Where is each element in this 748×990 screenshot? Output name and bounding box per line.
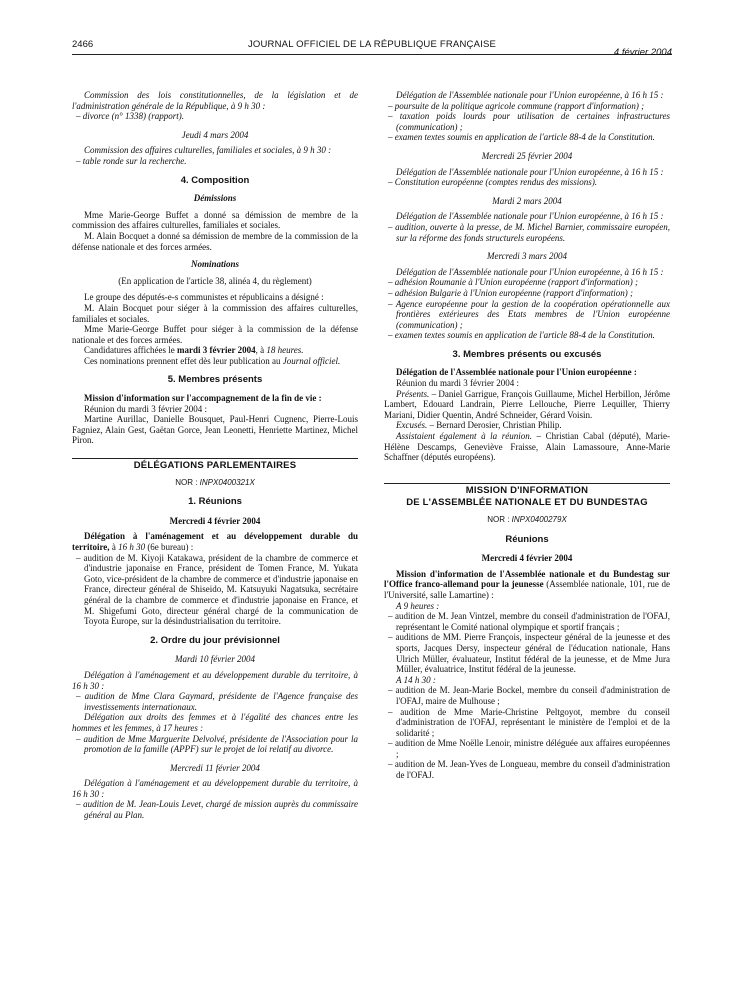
agenda-item: – Constitution européenne (comptes rendus des missions).: [388, 177, 598, 188]
agenda-item: – adhésion Bulgarie à l'Union européenne (rapport d'information) ;: [388, 287, 633, 298]
agenda-item: – audition de Mme Marguerite Delvolvé, présidente de l'Association pour la promotion de la famille (APPF) sur le projet de loi relatif au divorce.: [76, 733, 358, 755]
right-column: [384, 90, 670, 781]
agenda-entry: Délégation aux droits des femmes et à l'égalité des chances entre les hommes et les femmes, à 17 heures :: [72, 712, 358, 733]
time-label: A 14 h 30 :: [396, 674, 436, 685]
agenda-item: – Agence européenne pour la gestion de la coopération opérationnelle aux frontières extérieures des Etats membres de l'Union européenne (communication) ;: [388, 298, 670, 330]
agenda-item: – audition de M. Jean-Marie Bockel, membre du conseil d'administration de l'OFAJ, maire de Mulhouse ;: [388, 685, 670, 706]
delegation-title: Délégation de l'Assemblée nationale pour l'Union européenne :: [396, 367, 637, 378]
agenda-item: – audition de M. Jean-Louis Levet, chargé de mission auprès du commissaire général au Plan.: [76, 799, 358, 821]
meeting-date: Mercredi 4 février 2004: [169, 515, 261, 526]
agenda-item: – table ronde sur la recherche.: [76, 155, 187, 166]
agenda-entry: Délégation à l'aménagement et au développement durable du territoire, à 16 h 30 :: [72, 669, 358, 691]
agenda-entry: Délégation à l'aménagement et au développement durable du territoire, à 16 h 30 :: [72, 778, 358, 799]
agenda-item: – adhésion Roumanie à l'Union européenne (rapport d'information) ;: [388, 277, 638, 288]
agenda-item: – audition de Mme Clara Gaymard, présidente de l'Agence française des investissements internationaux.: [76, 691, 358, 712]
subsection-heading: Démissions: [193, 193, 237, 204]
agenda-item: – audition de Mme Marie-Christine Peltgoyot, membre du conseil d'administration de l'OFAJ, représentant le ministère de l'emploi et de la solidarité ;: [388, 706, 670, 738]
section-heading: 3. Membres présents ou excusés: [452, 348, 602, 360]
agenda-item: – poursuite de la politique agricole commune (rapport d'information) ;: [388, 100, 645, 111]
left-column: [72, 90, 358, 821]
paragraph: Ces nominations prennent effet dès leur publication au Journal officiel.: [84, 355, 341, 366]
members-attending: Assistaient également à la réunion. – Christian Cabal (député), Marie-Hélène Descamps, Geneviève Fraisse, Alain Lamassoure, Anne-Marie Schaffner (députés européens).: [384, 431, 670, 463]
paragraph: Mission d'information de l'Assemblée nationale et du Bundestag sur l'Office franco-allemand pour la jeunesse (Assemblée nationale, 101, rue de l'Université, salle Lamartine) :: [384, 568, 670, 600]
agenda-entry: Commission des lois constitutionnelles, de la législation et de l'administration générale de la République, à 9 h 30 :: [72, 90, 358, 111]
agenda-item: – taxation poids lourds pour utilisation de certaines infrastructures (communication) ;: [388, 111, 670, 132]
time-label: A 9 heures :: [396, 600, 440, 611]
agenda-entry: Délégation de l'Assemblée nationale pour l'Union européenne, à 16 h 15 :: [396, 90, 664, 100]
nor-reference: NOR : INPX0400321X: [175, 477, 255, 487]
agenda-date: Mercredi 11 février 2004: [170, 762, 260, 773]
members-list: Martine Aurillac, Danielle Bousquet, Paul-Henri Cugnenc, Pierre-Louis Fagniez, Alain Gest, Gaëtan Gorce, Jean Leonetti, Henriette Martinez, Michel Piron.: [72, 414, 358, 446]
meeting-date: Mercredi 4 février 2004: [481, 553, 573, 564]
agenda-date: Mardi 10 février 2004: [175, 654, 255, 665]
agenda-entry: Délégation de l'Assemblée nationale pour l'Union européenne, à 16 h 15 :: [396, 266, 664, 277]
paragraph: M. Alain Bocquet pour siéger à la commission des affaires culturelles, familiales et sociales.: [72, 302, 358, 324]
agenda-entry: Délégation de l'Assemblée nationale pour l'Union européenne, à 16 h 15 :: [396, 166, 664, 177]
agenda-item: – auditions de MM. Pierre François, inspecteur général de la jeunesse et des sports, Jacques Dersy, inspecteur général de l'éducation nationale, Hans Ulrich Müller, évaluateur, Institut fédéral de la jeunesse, et de Mme Jura Müller, évaluatrice, Institut fédéral de la jeunesse.: [388, 632, 670, 675]
meeting-line: Réunion du mardi 3 février 2004 :: [396, 378, 519, 389]
agenda-item: – examen textes soumis en application de l'article 88-4 de la Constitution.: [388, 330, 655, 341]
issue-date: 4 février 2004: [613, 47, 672, 58]
agenda-item: – examen textes soumis en application de l'article 88-4 de la Constitution.: [388, 132, 655, 143]
agenda-item: – audition de M. Jean Vintzel, membre du conseil d'administration de l'OFAJ, représentant le Comité national olympique et sportif français ;: [388, 611, 670, 632]
agenda-entry: Délégation de l'Assemblée nationale pour l'Union européenne, à 16 h 15 :: [396, 211, 664, 222]
members-present: Présents. – Daniel Garrigue, François Guillaume, Michel Herbillon, Jérôme Lambert, Edouard Landrain, Pierre Lellouche, Pierre Lequiller, Thierry Mariani, Didier Quentin, André Schneider, Gérard Voisin.: [384, 388, 670, 420]
agenda-item: – divorce (n° 1338) (rapport).: [76, 111, 184, 122]
divider: [384, 483, 670, 484]
subsection-heading: Nominations: [190, 259, 239, 270]
section-title: MISSION D'INFORMATION: [465, 484, 589, 496]
regulation-reference: (En application de l'article 38, alinéa 4, du règlement): [118, 275, 312, 286]
page-number: 2466: [72, 39, 94, 50]
divider: [72, 458, 358, 459]
agenda-date: Mercredi 25 février 2004: [481, 150, 573, 161]
agenda-date: Mardi 2 mars 2004: [492, 195, 562, 206]
paragraph: Mme Marie-George Buffet pour siéger à la commission de la défense nationale et des forces armées.: [72, 324, 358, 345]
nor-reference: NOR : INPX0400279X: [487, 515, 567, 524]
agenda-item: – audition de M. Jean-Yves de Longueau, membre du conseil d'administration de l'OFAJ.: [388, 759, 670, 781]
section-heading: 5. Membres présents: [167, 374, 263, 386]
agenda-entry: Commission des affaires culturelles, familiales et sociales, à 9 h 30 :: [84, 145, 332, 156]
agenda-date: Mercredi 3 mars 2004: [486, 251, 568, 262]
agenda-item: – audition de M. Kiyoji Katakawa, président de la chambre de commerce et d'industrie japonaise en France, président de Tomen France, M. Yukata Goto, vice-président de la chambre de commerce et d'industrie japonaise en France, directeur général de Shiseido, M. Katsuyuki Nagatsuka, secrétaire général de la chambre de commerce et d'industrie japonaise en France, et M. Shigefumi Goto, directeur général chargé de la communication de Toyota Europe, sur la désindustrialisation du territoire.: [76, 552, 358, 627]
section-title: DE L'ASSEMBLÉE NATIONALE ET DU BUNDESTAG: [406, 497, 648, 509]
agenda-date: Jeudi 4 mars 2004: [181, 129, 249, 140]
meeting-line: Réunion du mardi 3 février 2004 :: [84, 403, 207, 414]
section-heading: 4. Composition: [180, 174, 250, 186]
journal-title: JOURNAL OFFICIEL DE LA RÉPUBLIQUE FRANÇAISE: [247, 39, 497, 50]
agenda-item: – audition de Mme Noëlle Lenoir, ministre déléguée aux affaires européennes ;: [388, 738, 670, 759]
section-heading: 2. Ordre du jour prévisionnel: [150, 634, 280, 646]
section-title: DÉLÉGATIONS PARLEMENTAIRES: [133, 460, 297, 472]
paragraph: M. Alain Bocquet a donné sa démission de membre de la commission de la défense nationale et des forces armées.: [72, 230, 358, 252]
paragraph: Le groupe des députés-e-s communistes et républicains a désigné :: [84, 292, 324, 303]
paragraph: Candidatures affichées le mardi 3 février 2004, à 18 heures.: [84, 345, 304, 356]
mission-title: Mission d'information sur l'accompagnement de la fin de vie :: [84, 393, 322, 404]
paragraph: Mme Marie-George Buffet a donné sa démission de membre de la commission des affaires culturelles, familiales et sociales.: [72, 209, 358, 231]
members-excused: Excusés. – Bernard Derosier, Christian Philip.: [396, 420, 562, 431]
section-heading: 1. Réunions: [188, 496, 242, 508]
paragraph: Délégation à l'aménagement et au développement durable du territoire, à 16 h 30 (6e bureau) :: [72, 531, 358, 552]
page-header: [72, 39, 672, 58]
agenda-item: – audition, ouverte à la presse, de M. Michel Barnier, commissaire européen, sur la réforme des fonds structurels européens.: [388, 221, 670, 243]
section-heading: Réunions: [505, 533, 549, 545]
